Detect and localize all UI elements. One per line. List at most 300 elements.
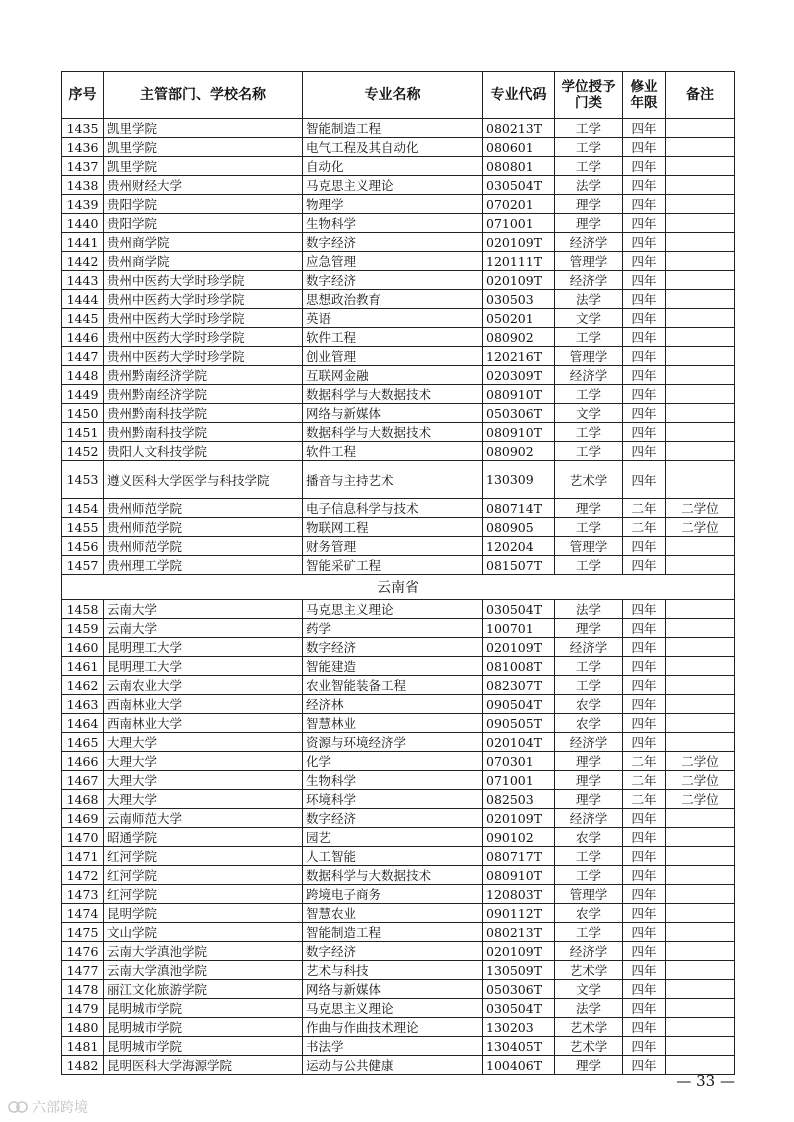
table-row <box>62 252 735 271</box>
major-code: 080910T <box>483 423 555 442</box>
major-code: 020104T <box>483 733 555 752</box>
study-years: 四年 <box>623 714 666 733</box>
table-row <box>62 385 735 404</box>
major-code: 080905 <box>483 518 555 537</box>
major-code: 090102 <box>483 828 555 847</box>
major-name: 英语 <box>303 309 483 328</box>
table-row <box>62 657 735 676</box>
row-number: 1455 <box>62 518 104 537</box>
school-name: 凯里学院 <box>104 157 303 176</box>
school-name: 大理大学 <box>104 752 303 771</box>
degree-category: 工学 <box>555 442 623 461</box>
remark <box>666 657 735 676</box>
degree-category: 经济学 <box>555 733 623 752</box>
major-code: 120111T <box>483 252 555 271</box>
table-row <box>62 271 735 290</box>
major-name: 思想政治教育 <box>303 290 483 309</box>
remark <box>666 252 735 271</box>
study-years: 四年 <box>623 461 666 499</box>
major-code: 080902 <box>483 442 555 461</box>
degree-category: 理学 <box>555 752 623 771</box>
degree-category: 工学 <box>555 556 623 575</box>
major-code: 081507T <box>483 556 555 575</box>
major-code: 080910T <box>483 866 555 885</box>
study-years: 四年 <box>623 980 666 999</box>
remark: 二学位 <box>666 771 735 790</box>
degree-category: 管理学 <box>555 885 623 904</box>
school-name: 凯里学院 <box>104 119 303 138</box>
major-code: 082307T <box>483 676 555 695</box>
school-name: 云南农业大学 <box>104 676 303 695</box>
school-name: 大理大学 <box>104 733 303 752</box>
table-row <box>62 214 735 233</box>
major-name: 马克思主义理论 <box>303 999 483 1018</box>
remark <box>666 138 735 157</box>
major-code: 050306T <box>483 404 555 423</box>
degree-category: 农学 <box>555 828 623 847</box>
school-name: 贵州中医药大学时珍学院 <box>104 290 303 309</box>
table-row <box>62 828 735 847</box>
degree-category: 法学 <box>555 999 623 1018</box>
degree-category: 管理学 <box>555 252 623 271</box>
major-name: 电子信息科学与技术 <box>303 499 483 518</box>
study-years: 四年 <box>623 1056 666 1075</box>
study-years: 四年 <box>623 423 666 442</box>
remark <box>666 961 735 980</box>
row-number: 1453 <box>62 461 104 499</box>
study-years: 四年 <box>623 600 666 619</box>
study-years: 四年 <box>623 961 666 980</box>
header-num: 序号 <box>62 72 104 119</box>
major-code: 080717T <box>483 847 555 866</box>
table-row <box>62 537 735 556</box>
major-code: 080714T <box>483 499 555 518</box>
remark <box>666 714 735 733</box>
remark <box>666 638 735 657</box>
major-name: 智能采矿工程 <box>303 556 483 575</box>
table-row <box>62 695 735 714</box>
study-years: 四年 <box>623 999 666 1018</box>
school-name: 云南大学滇池学院 <box>104 942 303 961</box>
row-number: 1439 <box>62 195 104 214</box>
study-years: 四年 <box>623 138 666 157</box>
remark <box>666 290 735 309</box>
school-name: 贵州师范学院 <box>104 518 303 537</box>
major-code: 030504T <box>483 600 555 619</box>
row-number: 1469 <box>62 809 104 828</box>
table-row <box>62 119 735 138</box>
major-code: 100701 <box>483 619 555 638</box>
remark <box>666 271 735 290</box>
major-name: 数字经济 <box>303 809 483 828</box>
table-row <box>62 904 735 923</box>
remark <box>666 404 735 423</box>
major-name: 农业智能装备工程 <box>303 676 483 695</box>
table-row <box>62 556 735 575</box>
major-code: 080213T <box>483 923 555 942</box>
row-number: 1468 <box>62 790 104 809</box>
remark: 二学位 <box>666 518 735 537</box>
school-name: 贵州师范学院 <box>104 537 303 556</box>
degree-category: 经济学 <box>555 638 623 657</box>
degree-category: 农学 <box>555 714 623 733</box>
degree-category: 工学 <box>555 138 623 157</box>
major-code: 130509T <box>483 961 555 980</box>
row-number: 1449 <box>62 385 104 404</box>
degree-category: 农学 <box>555 904 623 923</box>
major-code: 071001 <box>483 771 555 790</box>
remark <box>666 442 735 461</box>
table-row <box>62 195 735 214</box>
yunnan-rows <box>62 600 735 1075</box>
major-code: 050201 <box>483 309 555 328</box>
major-name: 生物科学 <box>303 771 483 790</box>
major-name: 创业管理 <box>303 347 483 366</box>
degree-category: 理学 <box>555 499 623 518</box>
degree-category: 工学 <box>555 676 623 695</box>
degree-category: 工学 <box>555 518 623 537</box>
major-code: 120216T <box>483 347 555 366</box>
major-name: 园艺 <box>303 828 483 847</box>
degree-category: 工学 <box>555 657 623 676</box>
province-section <box>62 575 735 600</box>
remark <box>666 676 735 695</box>
major-code: 130405T <box>483 1037 555 1056</box>
remark <box>666 828 735 847</box>
school-name: 大理大学 <box>104 771 303 790</box>
school-name: 昆明医科大学海源学院 <box>104 1056 303 1075</box>
major-name: 马克思主义理论 <box>303 600 483 619</box>
province-row <box>62 575 735 600</box>
degree-category: 艺术学 <box>555 961 623 980</box>
degree-category: 农学 <box>555 695 623 714</box>
major-name: 运动与公共健康 <box>303 1056 483 1075</box>
table-row <box>62 1018 735 1037</box>
school-name: 贵州商学院 <box>104 233 303 252</box>
remark: 二学位 <box>666 790 735 809</box>
major-name: 播音与主持艺术 <box>303 461 483 499</box>
table-row <box>62 366 735 385</box>
major-code: 080910T <box>483 385 555 404</box>
table-row <box>62 290 735 309</box>
school-name: 昆明城市学院 <box>104 1037 303 1056</box>
row-number: 1436 <box>62 138 104 157</box>
major-name: 资源与环境经济学 <box>303 733 483 752</box>
degree-category: 经济学 <box>555 233 623 252</box>
remark <box>666 695 735 714</box>
school-name: 贵州中医药大学时珍学院 <box>104 347 303 366</box>
study-years: 二年 <box>623 752 666 771</box>
school-name: 云南大学滇池学院 <box>104 961 303 980</box>
remark <box>666 233 735 252</box>
school-name: 昭通学院 <box>104 828 303 847</box>
school-name: 贵州理工学院 <box>104 556 303 575</box>
school-name: 云南师范大学 <box>104 809 303 828</box>
table-row <box>62 980 735 999</box>
major-name: 数字经济 <box>303 271 483 290</box>
major-code: 030504T <box>483 999 555 1018</box>
degree-category: 经济学 <box>555 366 623 385</box>
table-row <box>62 309 735 328</box>
major-name: 物联网工程 <box>303 518 483 537</box>
row-number: 1443 <box>62 271 104 290</box>
row-number: 1463 <box>62 695 104 714</box>
major-name: 网络与新媒体 <box>303 980 483 999</box>
degree-category: 工学 <box>555 423 623 442</box>
remark: 二学位 <box>666 499 735 518</box>
remark <box>666 600 735 619</box>
major-name: 化学 <box>303 752 483 771</box>
school-name: 贵州黔南科技学院 <box>104 423 303 442</box>
study-years: 四年 <box>623 733 666 752</box>
school-name: 云南大学 <box>104 619 303 638</box>
major-code: 130309 <box>483 461 555 499</box>
study-years: 四年 <box>623 347 666 366</box>
major-code: 070201 <box>483 195 555 214</box>
degree-category: 法学 <box>555 176 623 195</box>
remark <box>666 214 735 233</box>
major-name: 智慧农业 <box>303 904 483 923</box>
remark <box>666 1037 735 1056</box>
major-code: 020109T <box>483 233 555 252</box>
school-name: 红河学院 <box>104 866 303 885</box>
row-number: 1442 <box>62 252 104 271</box>
school-name: 遵义医科大学医学与科技学院 <box>104 461 303 499</box>
degree-category: 经济学 <box>555 809 623 828</box>
remark <box>666 923 735 942</box>
study-years: 四年 <box>623 676 666 695</box>
province-label: 云南省 <box>62 575 735 600</box>
table-row <box>62 942 735 961</box>
table-row <box>62 600 735 619</box>
study-years: 四年 <box>623 828 666 847</box>
row-number: 1471 <box>62 847 104 866</box>
row-number: 1451 <box>62 423 104 442</box>
school-name: 贵州黔南经济学院 <box>104 385 303 404</box>
degree-category: 法学 <box>555 290 623 309</box>
study-years: 四年 <box>623 442 666 461</box>
table-row <box>62 847 735 866</box>
row-number: 1465 <box>62 733 104 752</box>
remark <box>666 366 735 385</box>
study-years: 四年 <box>623 1037 666 1056</box>
remark <box>666 556 735 575</box>
study-years: 四年 <box>623 214 666 233</box>
row-number: 1437 <box>62 157 104 176</box>
degree-category: 工学 <box>555 119 623 138</box>
degree-category: 经济学 <box>555 942 623 961</box>
table-row <box>62 790 735 809</box>
study-years: 四年 <box>623 309 666 328</box>
study-years: 四年 <box>623 157 666 176</box>
major-name: 药学 <box>303 619 483 638</box>
remark <box>666 119 735 138</box>
row-number: 1472 <box>62 866 104 885</box>
remark <box>666 385 735 404</box>
major-name: 智能建造 <box>303 657 483 676</box>
degree-category: 理学 <box>555 195 623 214</box>
row-number: 1440 <box>62 214 104 233</box>
degree-category: 理学 <box>555 1056 623 1075</box>
row-number: 1458 <box>62 600 104 619</box>
study-years: 四年 <box>623 290 666 309</box>
table-row <box>62 461 735 499</box>
major-name: 自动化 <box>303 157 483 176</box>
table-row <box>62 923 735 942</box>
study-years: 四年 <box>623 847 666 866</box>
degree-category: 理学 <box>555 214 623 233</box>
study-years: 四年 <box>623 252 666 271</box>
study-years: 四年 <box>623 657 666 676</box>
school-name: 贵州中医药大学时珍学院 <box>104 328 303 347</box>
major-name: 数据科学与大数据技术 <box>303 866 483 885</box>
school-name: 凯里学院 <box>104 138 303 157</box>
row-number: 1477 <box>62 961 104 980</box>
row-number: 1466 <box>62 752 104 771</box>
table-row <box>62 233 735 252</box>
table-row <box>62 885 735 904</box>
table-row <box>62 961 735 980</box>
degree-category: 理学 <box>555 790 623 809</box>
remark <box>666 423 735 442</box>
row-number: 1454 <box>62 499 104 518</box>
remark <box>666 904 735 923</box>
school-name: 昆明理工大学 <box>104 638 303 657</box>
study-years: 四年 <box>623 404 666 423</box>
degree-category: 工学 <box>555 157 623 176</box>
degree-category: 艺术学 <box>555 1037 623 1056</box>
row-number: 1482 <box>62 1056 104 1075</box>
school-name: 贵州黔南科技学院 <box>104 404 303 423</box>
major-name: 数据科学与大数据技术 <box>303 423 483 442</box>
study-years: 二年 <box>623 499 666 518</box>
major-name: 智能制造工程 <box>303 923 483 942</box>
school-name: 贵州中医药大学时珍学院 <box>104 271 303 290</box>
row-number: 1448 <box>62 366 104 385</box>
school-name: 西南林业大学 <box>104 695 303 714</box>
major-name: 物理学 <box>303 195 483 214</box>
row-number: 1456 <box>62 537 104 556</box>
study-years: 四年 <box>623 233 666 252</box>
study-years: 二年 <box>623 790 666 809</box>
major-code: 080801 <box>483 157 555 176</box>
table-row <box>62 499 735 518</box>
table-row <box>62 1037 735 1056</box>
table-row <box>62 999 735 1018</box>
study-years: 四年 <box>623 866 666 885</box>
major-name: 人工智能 <box>303 847 483 866</box>
row-number: 1467 <box>62 771 104 790</box>
row-number: 1446 <box>62 328 104 347</box>
school-name: 西南林业大学 <box>104 714 303 733</box>
remark <box>666 980 735 999</box>
degree-category: 艺术学 <box>555 1018 623 1037</box>
remark <box>666 328 735 347</box>
table-row <box>62 714 735 733</box>
major-name: 软件工程 <box>303 328 483 347</box>
major-code: 080213T <box>483 119 555 138</box>
table-row <box>62 176 735 195</box>
remark <box>666 309 735 328</box>
school-name: 红河学院 <box>104 885 303 904</box>
table-row <box>62 809 735 828</box>
degree-category: 管理学 <box>555 347 623 366</box>
major-name: 数据科学与大数据技术 <box>303 385 483 404</box>
row-number: 1435 <box>62 119 104 138</box>
remark <box>666 619 735 638</box>
table-row <box>62 638 735 657</box>
degree-category: 理学 <box>555 619 623 638</box>
degree-category: 法学 <box>555 600 623 619</box>
study-years: 四年 <box>623 119 666 138</box>
study-years: 四年 <box>623 1018 666 1037</box>
school-name: 贵州中医药大学时珍学院 <box>104 309 303 328</box>
study-years: 四年 <box>623 695 666 714</box>
table-row <box>62 404 735 423</box>
study-years: 四年 <box>623 619 666 638</box>
school-name: 贵州商学院 <box>104 252 303 271</box>
row-number: 1447 <box>62 347 104 366</box>
table-row <box>62 866 735 885</box>
degree-category: 工学 <box>555 866 623 885</box>
school-name: 红河学院 <box>104 847 303 866</box>
major-name: 财务管理 <box>303 537 483 556</box>
major-name: 电气工程及其自动化 <box>303 138 483 157</box>
remark <box>666 866 735 885</box>
major-code: 081008T <box>483 657 555 676</box>
study-years: 四年 <box>623 176 666 195</box>
row-number: 1461 <box>62 657 104 676</box>
table-row <box>62 619 735 638</box>
degree-category: 文学 <box>555 980 623 999</box>
degree-category: 工学 <box>555 847 623 866</box>
row-number: 1479 <box>62 999 104 1018</box>
major-code: 080902 <box>483 328 555 347</box>
remark <box>666 461 735 499</box>
page-number: — 33 — <box>676 1072 735 1090</box>
row-number: 1474 <box>62 904 104 923</box>
row-number: 1478 <box>62 980 104 999</box>
study-years: 四年 <box>623 271 666 290</box>
remark <box>666 347 735 366</box>
header-code: 专业代码 <box>483 72 555 119</box>
row-number: 1452 <box>62 442 104 461</box>
degree-category: 文学 <box>555 309 623 328</box>
remark <box>666 942 735 961</box>
major-name: 经济林 <box>303 695 483 714</box>
major-code: 020309T <box>483 366 555 385</box>
table-row <box>62 771 735 790</box>
row-number: 1464 <box>62 714 104 733</box>
study-years: 四年 <box>623 195 666 214</box>
remark: 二学位 <box>666 752 735 771</box>
major-code: 020109T <box>483 271 555 290</box>
header-degree: 学位授予门类 <box>555 72 623 119</box>
degree-category: 工学 <box>555 923 623 942</box>
table-row <box>62 752 735 771</box>
table-row <box>62 347 735 366</box>
degree-category: 工学 <box>555 328 623 347</box>
study-years: 四年 <box>623 638 666 657</box>
remark <box>666 1018 735 1037</box>
school-name: 昆明城市学院 <box>104 1018 303 1037</box>
row-number: 1480 <box>62 1018 104 1037</box>
watermark-logo-icon <box>8 1099 28 1115</box>
row-number: 1441 <box>62 233 104 252</box>
major-code: 030504T <box>483 176 555 195</box>
guizhou-rows <box>62 119 735 575</box>
major-code: 020109T <box>483 638 555 657</box>
